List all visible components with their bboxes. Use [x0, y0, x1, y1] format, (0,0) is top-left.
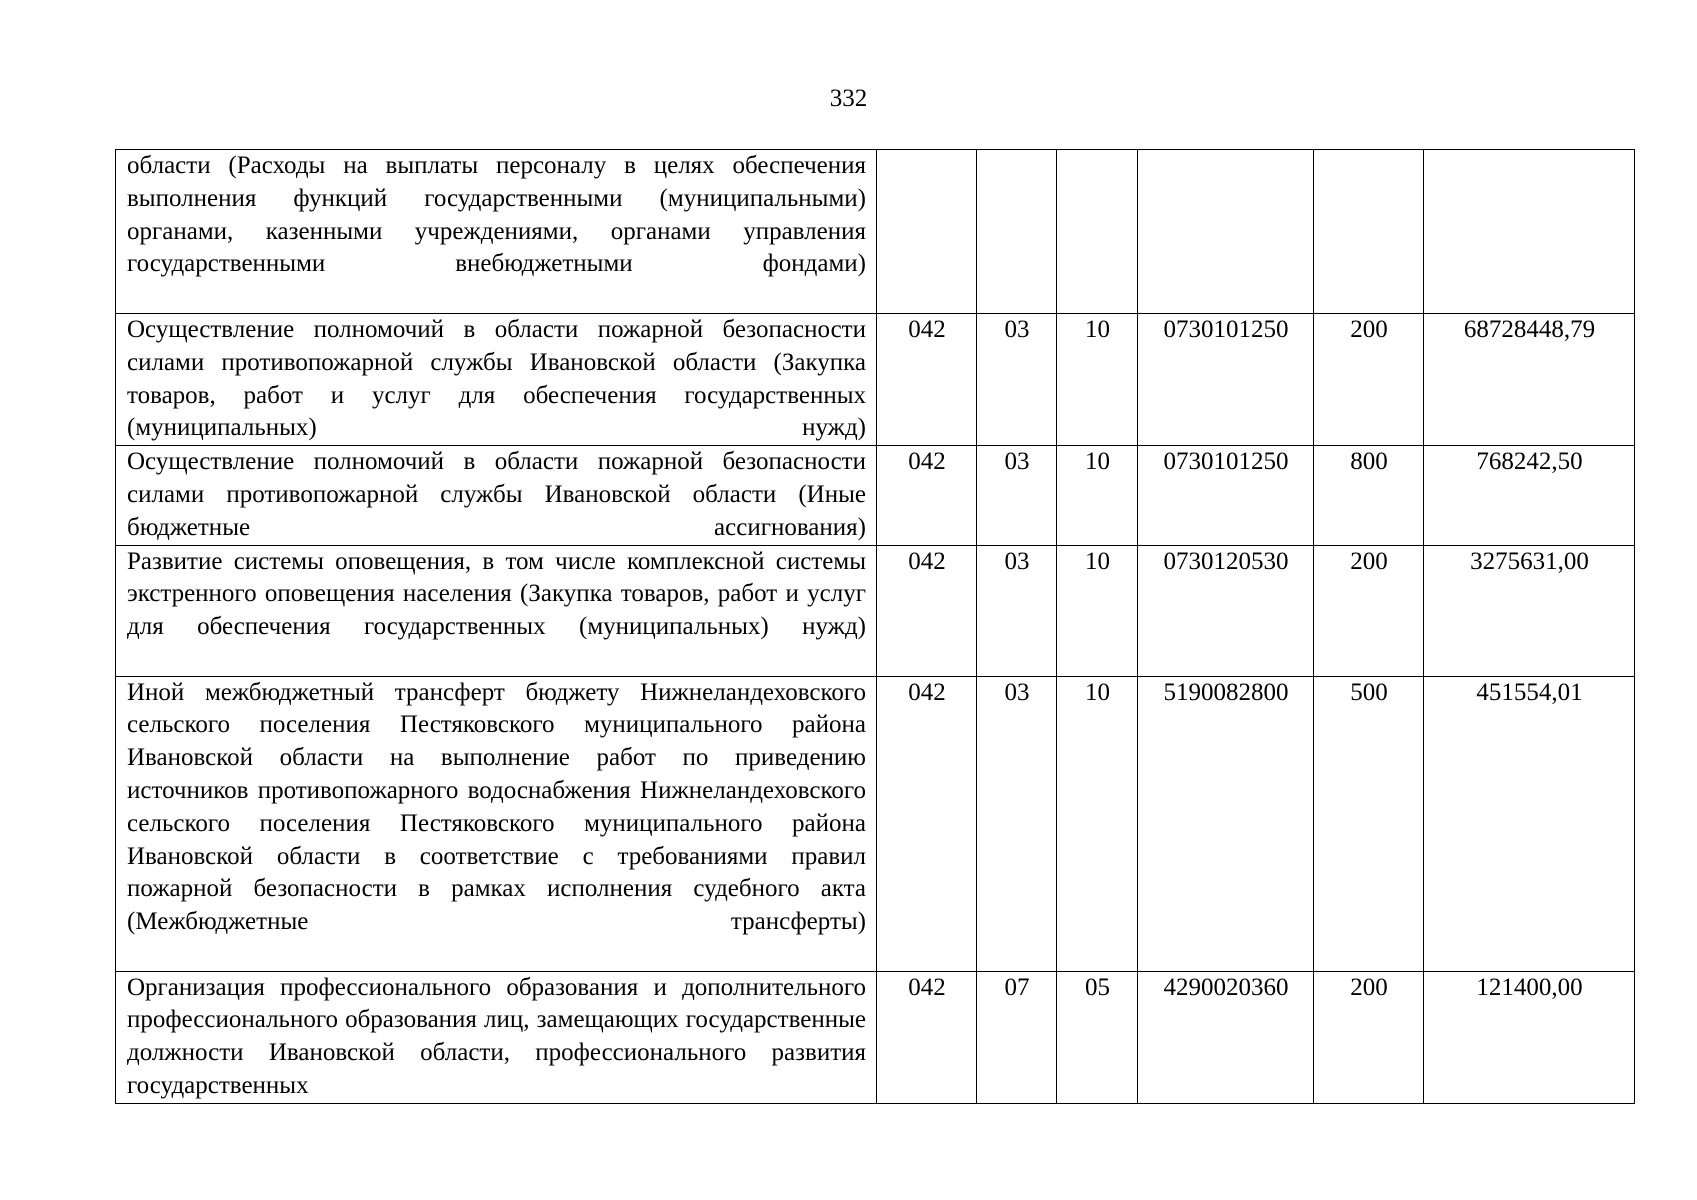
row-amount: 121400,00 [1424, 971, 1635, 1103]
row-description: Иной межбюджетный трансферт бюджету Нижнеландеховского сельского поселения Пестяковского муниципального района Ивановской области на выполнение работ по приведению источников противопожарного водоснабжения Нижнеландеховского сельского поселения Пестяковского муниципального района Ивановской области в соответствие с требованиями правил пожарной безопасности в рамках исполнения судебного акта (Межбюджетные трансферты) [116, 676, 877, 971]
row-expense-type: 200 [1314, 971, 1424, 1103]
row-description: области (Расходы на выплаты персоналу в целях обеспечения выполнения функций государственными (муниципальными) органами, казенными учреждениями, органами управления государственными внебюджетными фондами) [116, 150, 877, 314]
row-description: Осуществление полномочий в области пожарной безопасности силами противопожарной службы Ивановской области (Закупка товаров, работ и услуг для обеспечения государственных (муниципальных) нужд) [116, 314, 877, 446]
row-subsection-code: 10 [1057, 446, 1138, 545]
row-description: Осуществление полномочий в области пожарной безопасности силами противопожарной службы Ивановской области (Иные бюджетные ассигнования) [116, 446, 877, 545]
table-row [116, 150, 1635, 314]
row-subsection-code: 10 [1057, 676, 1138, 971]
row-amount: 768242,50 [1424, 446, 1635, 545]
row-ministry-code: 042 [877, 545, 977, 676]
row-section-code: 03 [977, 676, 1057, 971]
row-expense-type: 800 [1314, 446, 1424, 545]
budget-table [115, 149, 1635, 1104]
row-amount: 68728448,79 [1424, 314, 1635, 446]
row-amount [1424, 150, 1635, 314]
row-subsection-code: 10 [1057, 545, 1138, 676]
table-row [116, 971, 1635, 1103]
row-amount: 3275631,00 [1424, 545, 1635, 676]
row-subsection-code [1057, 150, 1138, 314]
row-section-code: 03 [977, 446, 1057, 545]
row-amount: 451554,01 [1424, 676, 1635, 971]
row-ministry-code: 042 [877, 314, 977, 446]
row-target-article: 5190082800 [1138, 676, 1314, 971]
row-section-code [977, 150, 1057, 314]
page-number: 332 [829, 85, 868, 112]
row-subsection-code: 10 [1057, 314, 1138, 446]
table-row [116, 545, 1635, 676]
row-expense-type [1314, 150, 1424, 314]
row-ministry-code: 042 [877, 446, 977, 545]
row-target-article: 0730120530 [1138, 545, 1314, 676]
row-target-article: 4290020360 [1138, 971, 1314, 1103]
table-row [116, 676, 1635, 971]
row-section-code: 03 [977, 314, 1057, 446]
row-target-article: 0730101250 [1138, 314, 1314, 446]
row-target-article: 0730101250 [1138, 446, 1314, 545]
table-row [116, 314, 1635, 446]
row-description: Организация профессионального образования и дополнительного профессионального образования лиц, замещающих государственные должности Ивановской области, профессионального развития государственных [116, 971, 877, 1103]
row-expense-type: 200 [1314, 314, 1424, 446]
row-expense-type: 200 [1314, 545, 1424, 676]
row-section-code: 07 [977, 971, 1057, 1103]
row-description: Развитие системы оповещения, в том числе комплексной системы экстренного оповещения населения (Закупка товаров, работ и услуг для обеспечения государственных (муниципальных) нужд) [116, 545, 877, 676]
row-expense-type: 500 [1314, 676, 1424, 971]
table-row [116, 446, 1635, 545]
row-target-article [1138, 150, 1314, 314]
row-subsection-code: 05 [1057, 971, 1138, 1103]
row-ministry-code: 042 [877, 971, 977, 1103]
row-ministry-code: 042 [877, 676, 977, 971]
row-section-code: 03 [977, 545, 1057, 676]
row-ministry-code [877, 150, 977, 314]
